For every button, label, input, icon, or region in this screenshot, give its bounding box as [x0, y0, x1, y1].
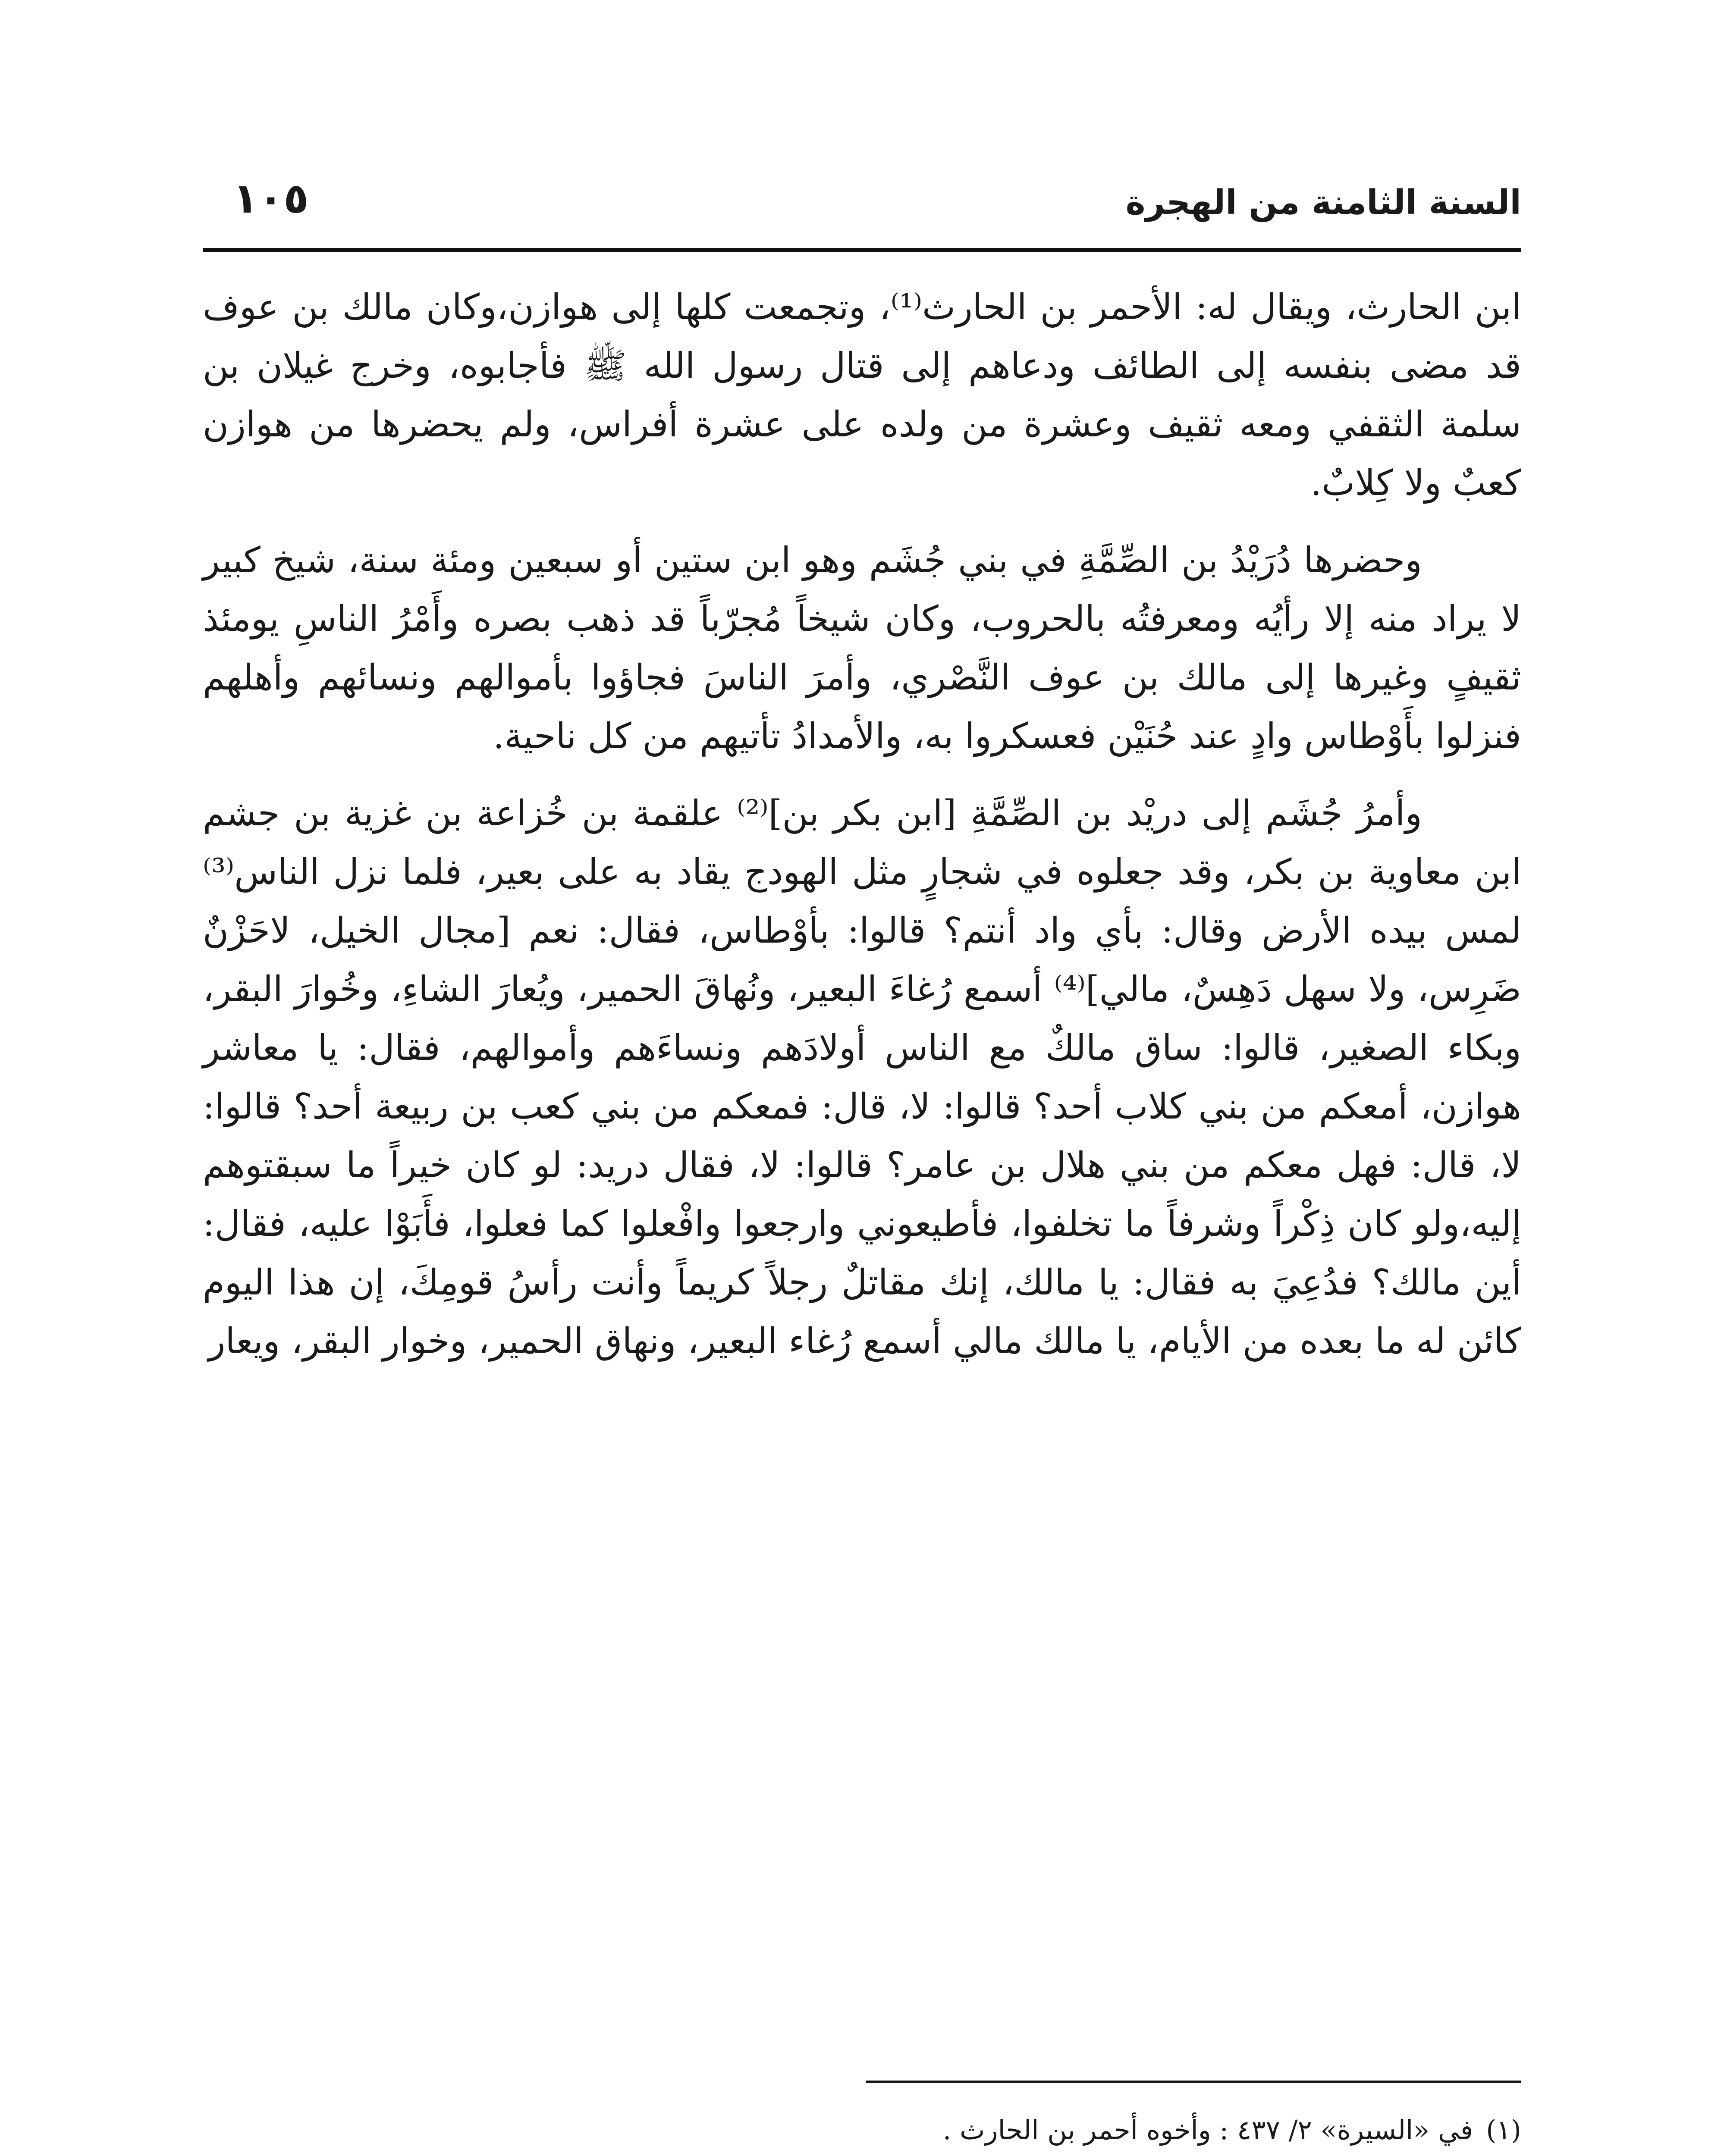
footnote-divider	[866, 2081, 1521, 2083]
running-header	[203, 170, 1521, 235]
footnote-number: (١)	[1486, 2114, 1521, 2146]
header-divider	[203, 248, 1521, 252]
footnote-text: في «السيرة» ٢/ ٤٣٧ : وأخوه أحمر بن الحارث .	[942, 2114, 1473, 2146]
page-number: ١٠٥	[233, 174, 309, 222]
footnotes	[203, 2104, 1521, 2156]
paragraph: وأمرُ جُشَم إلى دريْد بن الصِّمَّةِ [ابن بكر بن]⁽²⁾ علقمة بن خُزاعة بن غزية بن جشم ابن معاوية بن بكر، وقد جعلوه في شجارٍ مثل الهودج يقاد به على بعير، فلما نزل الناس⁽³⁾ لمس بيده الأرض وقال: بأي واد أنتم؟ قالوا: بأوْطاس، فقال: نعم [مجال الخيل، لاحَزْنٌ ضَرِس، ولا سهل دَهِسٌ، مالي]⁽⁴⁾ أسمع رُغاءَ البعير، ونُهاقَ الحمير، ويُعارَ الشاءِ، وخُوارَ البقر، وبكاء الصغير، قالوا: ساق مالكٌ مع الناس أولادَهم ونساءَهم وأموالهم، فقال: يا معاشر هوازن، أمعكم من بني كلاب أحد؟ قالوا: لا، قال: فمعكم من بني كعب بن ربيعة أحد؟ قالوا: لا، قال: فهل معكم من بني هلال بن عامر؟ قالوا: لا، فقال دريد: لو كان خيراً ما سبقتوهم إليه،ولو كان ذِكْراً وشرفاً ما تخلفوا، فأطيعوني وارجعوا وافْعلوا كما فعلوا، فأَبَوْا عليه، فقال: أين مالك؟ فدُعِيَ به فقال: يا مالك، إنك مقاتلٌ رجلاً كريماً وأنت رأسُ قومِكَ، إن هذا اليوم كائن له ما بعده من الأيام، يا مالك مالي أسمع رُغاء البعير، ونهاق الحمير، وخوار البقر، ويعار	[203, 793, 1521, 1362]
paragraph: وحضرها دُرَيْدُ بن الصِّمَّةِ في بني جُشَم وهو ابن ستين أو سبعين ومئة سنة، شيخ كبير لا يراد منه إلا رأيُه ومعرفتُه بالحروب، وكان شيخاً مُجرّباً قد ذهب بصره وأَمْرُ الناسِ يومئذ ثقيفٍ وغيرها إلى مالك بن عوف النَّصْري، وأمرَ الناسَ فجاؤوا بأموالهم ونسائهم وأهلهم فنزلوا بأَوْطاس وادٍ عند حُنَيْن فعسكروا به، والأمدادُ تأتيهم من كل ناحية.	[203, 540, 1521, 757]
main-text	[203, 278, 1521, 1389]
paragraph: ابن الحارث، ويقال له: الأحمر بن الحارث⁽¹⁾، وتجمعت كلها إلى هوازن،وكان مالك بن عوف قد مضى بنفسه إلى الطائف ودعاهم إلى قتال رسول الله ﷺ فأجابوه، وخرج غيلان بن سلمة الثقفي ومعه ثقيف وعشرة من ولده على عشرة أفراس، ولم يحضرها من هوازن كعبٌ ولا كِلابٌ.	[203, 287, 1521, 504]
footnote	[203, 2104, 1521, 2156]
header-title: السنة الثامنة من الهجرة	[1125, 183, 1521, 222]
